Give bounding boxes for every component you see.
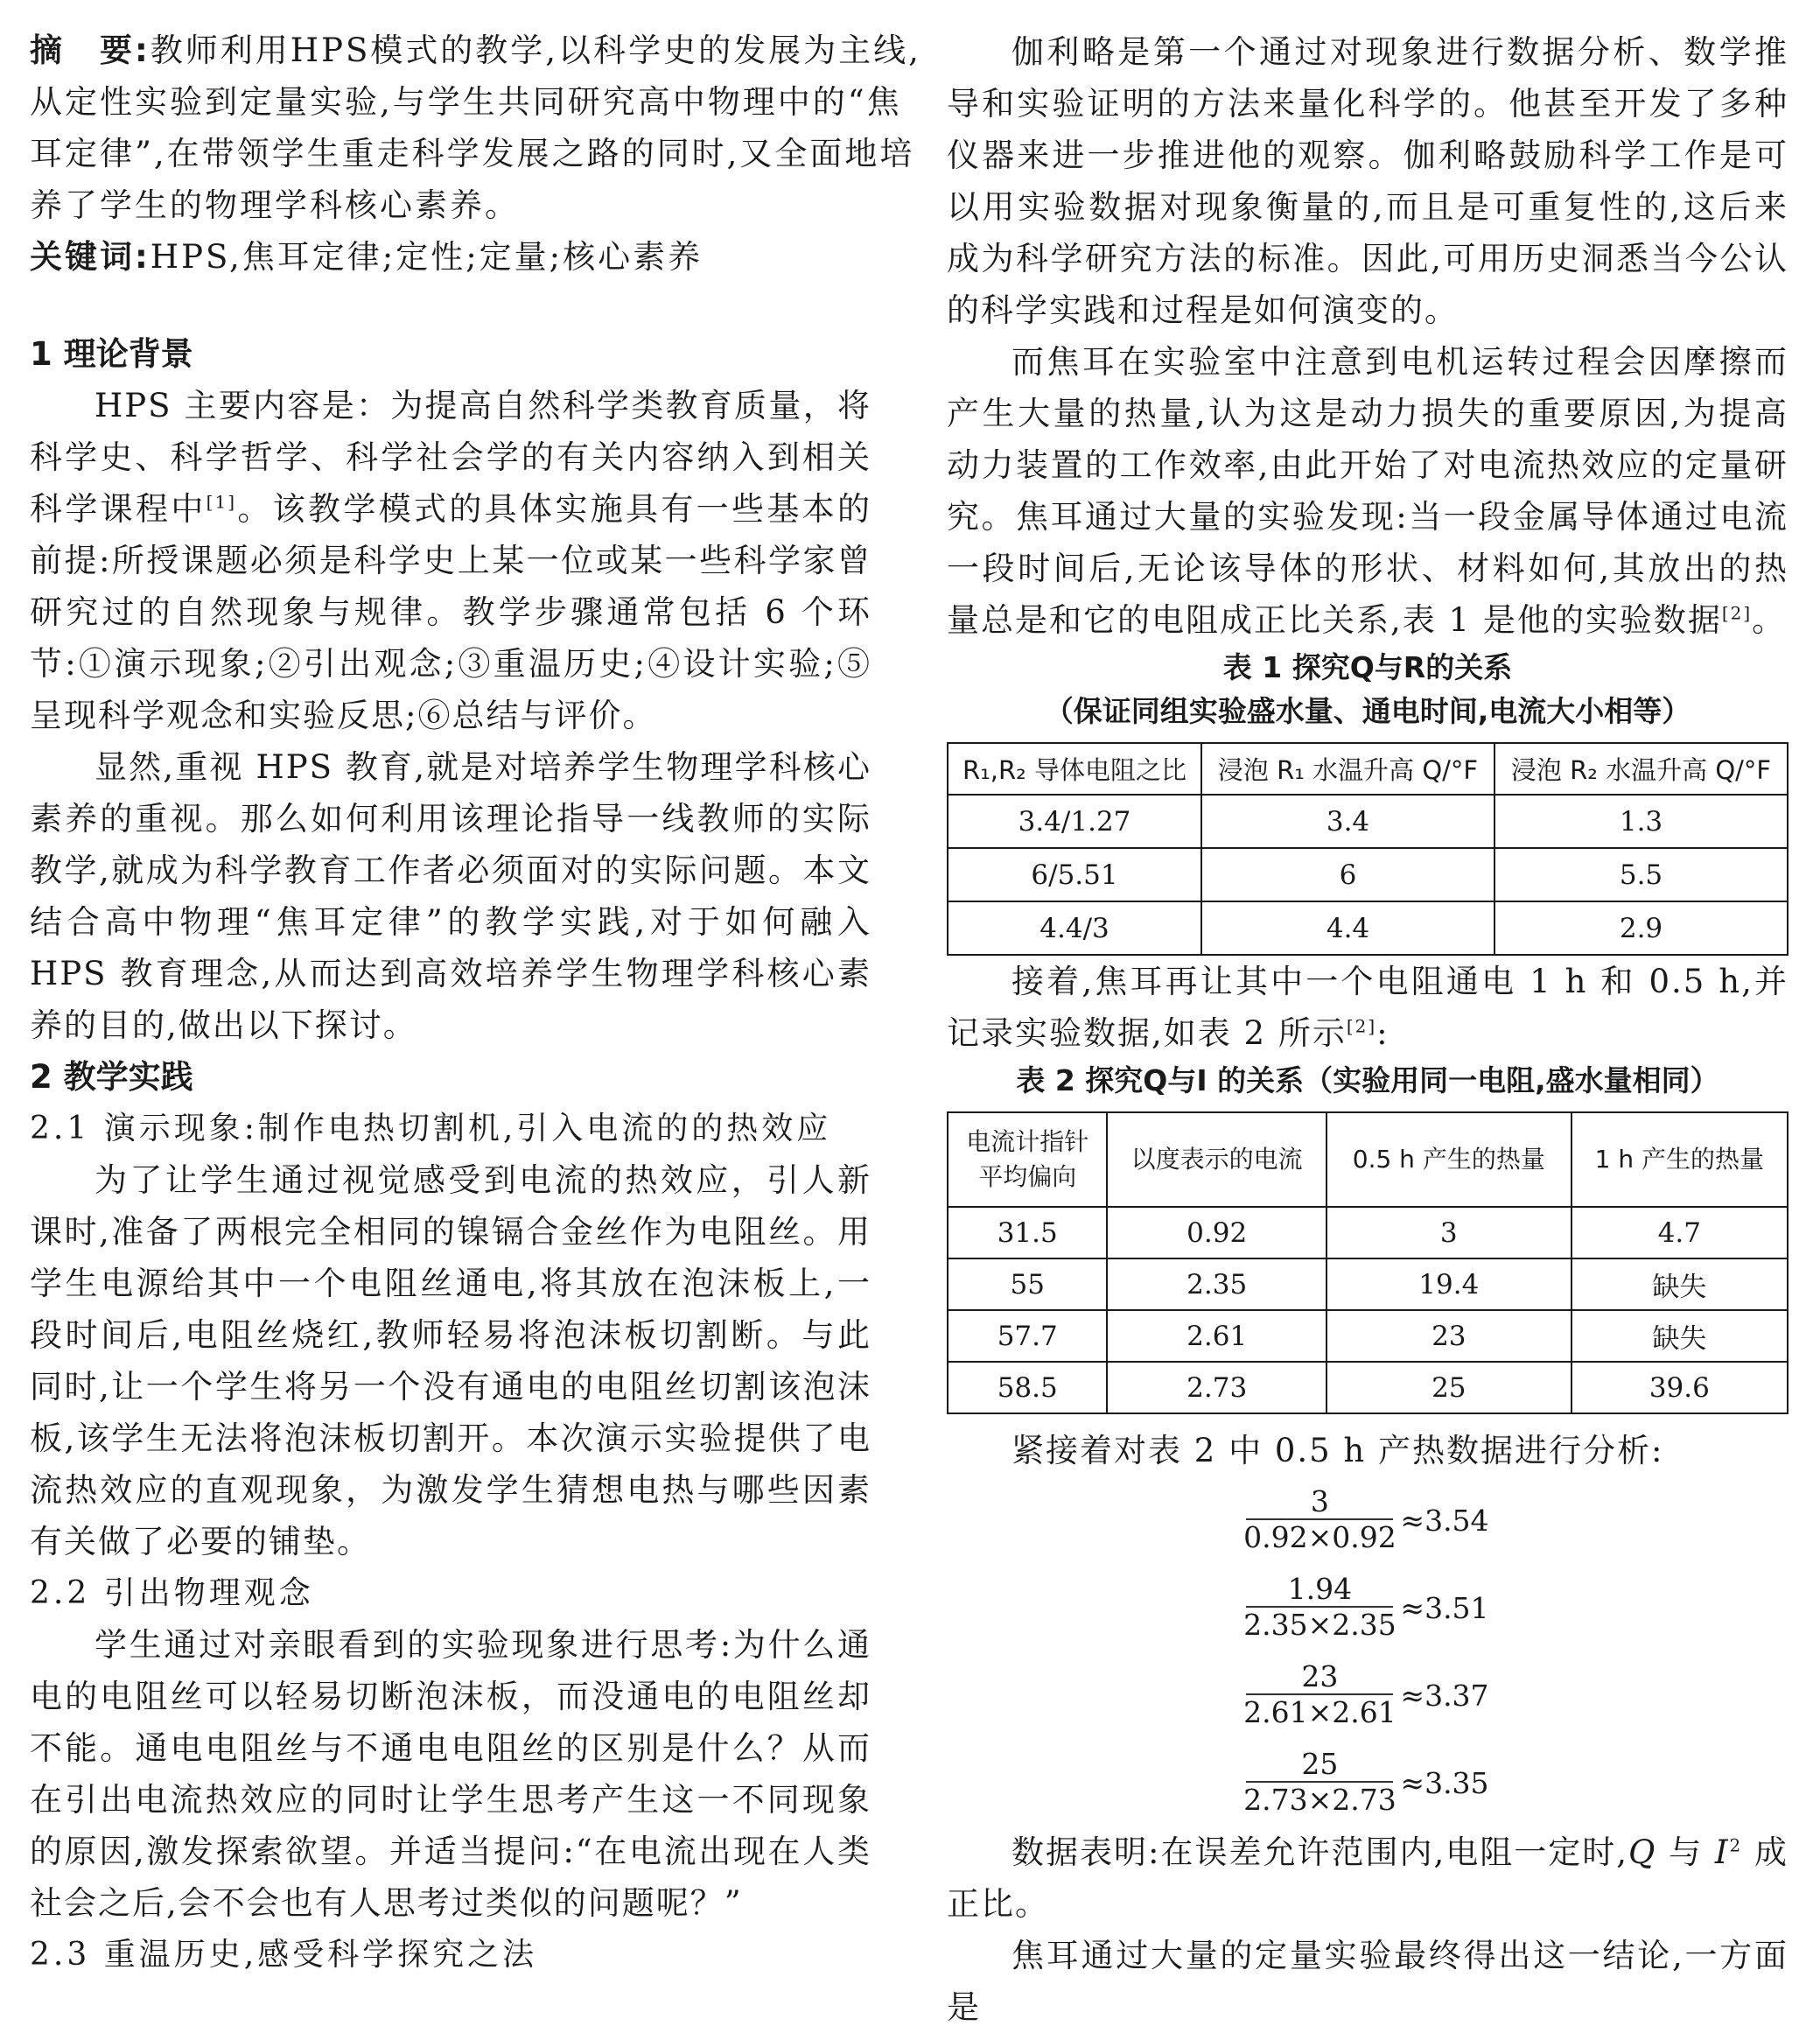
- table-cell: 19.4: [1326, 1258, 1572, 1310]
- result-paragraph: 数据表明:在误差允许范围内,电阻一定时,Q 与 $I^2$ 成正比。: [947, 1833, 1788, 1923]
- conclusion-paragraph: 焦耳通过大量的定量实验最终得出这一结论,一方面是: [947, 1937, 1788, 2026]
- denominator: 2.73×2.73: [1243, 1783, 1396, 1817]
- table-row: [948, 848, 1788, 901]
- denominator: 2.35×2.35: [1243, 1608, 1396, 1642]
- abstract-line: 从定性实验到定量实验,与学生共同研究高中物理中的“焦: [30, 83, 902, 121]
- abstract-line: 养了学生的物理学科核心素养。: [30, 186, 520, 224]
- equation: [947, 1476, 1788, 1564]
- table-cell: 25: [1326, 1362, 1572, 1413]
- approx-result: ≈3.54: [1400, 1503, 1489, 1538]
- table-header-cell: 以度表示的电流: [1107, 1112, 1326, 1207]
- table-cell: 3.4/1.27: [948, 795, 1201, 848]
- equation: [947, 1651, 1788, 1739]
- table-row: [948, 1310, 1788, 1362]
- numerator: 23: [1301, 1659, 1339, 1693]
- table-row: [948, 1258, 1788, 1310]
- table-cell: 6/5.51: [948, 848, 1201, 901]
- subsection-2-1-paragraph: 为了让学生通过视觉感受到电流的热效应，引人新课时,准备了两根完全相同的镍镉合金丝作为电阻丝。用学生电源给其中一个电阻丝通电,将其放在泡沫板上,一段时间后,电阻丝烧红,教师轻易将泡沫板切割断。与此同时,让一个学生将另一个没有通电的电阻丝切割该泡沫板,该学生无法将泡沫板切割开。本次演示实验提供了电流热效应的直观现象，为激发学生猜想电热与哪些因素有关做了必要的铺垫。: [30, 1161, 872, 1560]
- keywords: [30, 231, 872, 283]
- galileo-paragraph: 伽利略是第一个通过对现象进行数据分析、数学推导和实验证明的方法来量化科学的。他甚至开发了多种仪器来进一步推进他的观察。伽利略鼓励科学工作是可以用实验数据对现象衡量的,而且是可重复性的,这后来成为科学研究方法的标准。因此,可用历史洞悉当今公认的科学实践和过程是如何演变的。: [947, 33, 1788, 329]
- fraction: [1243, 1747, 1396, 1818]
- fraction: [1243, 1659, 1396, 1730]
- table-cell: 2.9: [1494, 901, 1788, 955]
- table-cell: 3.4: [1201, 795, 1494, 848]
- subsection-2-1-heading: 2.1 演示现象:制作电热切割机,引入电流的的热效应: [30, 1111, 832, 1146]
- denominator: 0.92×0.92: [1243, 1520, 1396, 1554]
- table-row: [948, 795, 1788, 848]
- table-header-row: [948, 1112, 1788, 1207]
- table-header-row: [948, 743, 1788, 795]
- table-header-cell: 浸泡 R₁ 水温升高 Q/°F: [1201, 743, 1494, 795]
- equation: [947, 1739, 1788, 1826]
- fraction: [1243, 1572, 1396, 1643]
- numerator: 3: [1310, 1484, 1329, 1518]
- table-header-cell: 电流计指针 平均偏向: [948, 1112, 1107, 1207]
- table-row: [948, 901, 1788, 955]
- table-1: [947, 742, 1788, 956]
- table-cell: 5.5: [1494, 848, 1788, 901]
- joule-paragraph: 而焦耳在实验室中注意到电机运转过程会因摩擦而产生大量的热量,认为这是动力损失的重要原因,为提高动力装置的工作效率,由此开始了对电流热效应的定量研究。焦耳通过大量的实验发现:当一段金属导体通过电流一段时间后,无论该导体的形状、材料如何,其放出的热量总是和它的电阻成正比关系,表 1 是他的实验数据[2]。: [947, 343, 1788, 639]
- section-1-heading: 1 理论背景: [30, 335, 193, 373]
- approx-result: ≈3.37: [1400, 1678, 1489, 1713]
- abstract-line: 摘 要:教师利用HPS模式的教学,以科学史的发展为主线,: [30, 32, 921, 69]
- table-cell: 缺失: [1572, 1258, 1788, 1310]
- table-cell: 2.35: [1107, 1258, 1326, 1310]
- citation-ref[interactable]: [1]: [206, 491, 237, 513]
- table-cell: 4.7: [1572, 1207, 1788, 1258]
- table-row: [948, 1362, 1788, 1413]
- table-cell: 55: [948, 1258, 1107, 1310]
- keywords-text: HPS,焦耳定律;定性;定量;核心素养: [150, 238, 704, 276]
- keywords-label: 关键词:: [30, 238, 150, 276]
- numerator: 1.94: [1287, 1572, 1353, 1606]
- table-cell: 57.7: [948, 1310, 1107, 1362]
- subsection-2-2-paragraph: 学生通过对亲眼看到的实验现象进行思考:为什么通电的电阻丝可以轻易切断泡沫板，而没通电的电阻丝却不能。通电电阻丝与不通电电阻丝的区别是什么？从而在引出电流热效应的同时让学生思考产生这一不同现象的原因,激发探索欲望。并适当提问:“在电流出现在人类社会之后,会不会也有人思考过类似的问题呢？”: [30, 1626, 872, 1922]
- abstract: [30, 25, 921, 231]
- next-experiment-paragraph: 接着,焦耳再让其中一个电阻通电 1 h 和 0.5 h,并记录实验数据,如表 2 所示[2]:: [947, 963, 1788, 1052]
- numerator: 25: [1301, 1747, 1339, 1781]
- subsection-2-3-heading: 2.3 重温历史,感受科学探究之法: [30, 1937, 538, 1973]
- table-cell: 31.5: [948, 1207, 1107, 1258]
- left-column: [30, 0, 921, 1980]
- table-cell: 4.4/3: [948, 901, 1201, 955]
- table-2-caption: 表 2 探究Q与I 的关系（实验用同一电阻,盛水量相同）: [1016, 1063, 1719, 1097]
- table-row: [948, 1207, 1788, 1258]
- table-cell: 缺失: [1572, 1310, 1788, 1362]
- table-header-cell: 0.5 h 产生的热量: [1326, 1112, 1572, 1207]
- equations: [947, 1476, 1788, 1826]
- fraction: [1243, 1484, 1396, 1555]
- table-cell: 3: [1326, 1207, 1572, 1258]
- table-cell: 58.5: [948, 1362, 1107, 1413]
- table-cell: 1.3: [1494, 795, 1788, 848]
- citation-ref[interactable]: [2]: [1346, 1015, 1377, 1037]
- approx-result: ≈3.51: [1400, 1590, 1489, 1625]
- table-cell: 4.4: [1201, 901, 1494, 955]
- table-cell: 2.73: [1107, 1362, 1326, 1413]
- table-cell: 0.92: [1107, 1207, 1326, 1258]
- section-2-heading: 2 教学实践: [30, 1058, 193, 1096]
- table-header-cell: R₁,R₂ 导体电阻之比: [948, 743, 1201, 795]
- equation: [947, 1564, 1788, 1651]
- table-header-cell: 1 h 产生的热量: [1572, 1112, 1788, 1207]
- table-cell: 2.61: [1107, 1310, 1326, 1362]
- table-2: [947, 1111, 1788, 1414]
- analysis-intro: 紧接着对表 2 中 0.5 h 产热数据进行分析:: [1012, 1432, 1664, 1469]
- table-cell: 39.6: [1572, 1362, 1788, 1413]
- section-1-paragraph-1: HPS 主要内容是：为提高自然科学类教育质量，将科学史、科学哲学、科学社会学的有关内容纳入到相关科学课程中[1]。该教学模式的具体实施具有一些基本的前提:所授课题必须是科学史上某一位或某一些科学家曾研究过的自然现象与规律。教学步骤通常包括 6 个环节:①演示现象;②引出观念;③重温历史;④设计实验;⑤呈现科学观念和实验反思;⑥总结与评价。: [30, 387, 872, 734]
- table-1-caption: 表 1 探究Q与R的关系 （保证同组实验盛水量、通电时间,电流大小相等）: [1044, 650, 1691, 728]
- approx-result: ≈3.35: [1400, 1765, 1489, 1800]
- denominator: 2.61×2.61: [1243, 1695, 1396, 1729]
- subsection-2-2-heading: 2.2 引出物理观念: [30, 1575, 314, 1611]
- table-header-cell: 浸泡 R₂ 水温升高 Q/°F: [1494, 743, 1788, 795]
- table-cell: 6: [1201, 848, 1494, 901]
- section-1-paragraph-2: 显然,重视 HPS 教育,就是对培养学生物理学科核心素养的重视。那么如何利用该理论指导一线教师的实际教学,就成为科学教育工作者必须面对的实际问题。本文结合高中物理“焦耳定律”的教学实践,对于如何融入 HPS 教育理念,从而达到高效培养学生物理学科核心素养的目的,做出以下探讨。: [30, 748, 872, 1044]
- citation-ref[interactable]: [2]: [1721, 602, 1753, 624]
- abstract-label: 摘 要:: [30, 32, 150, 69]
- abstract-line: 耳定律”,在带领学生重走科学发展之路的同时,又全面地培: [30, 135, 915, 172]
- right-column: [947, 0, 1788, 2033]
- table-cell: 23: [1326, 1310, 1572, 1362]
